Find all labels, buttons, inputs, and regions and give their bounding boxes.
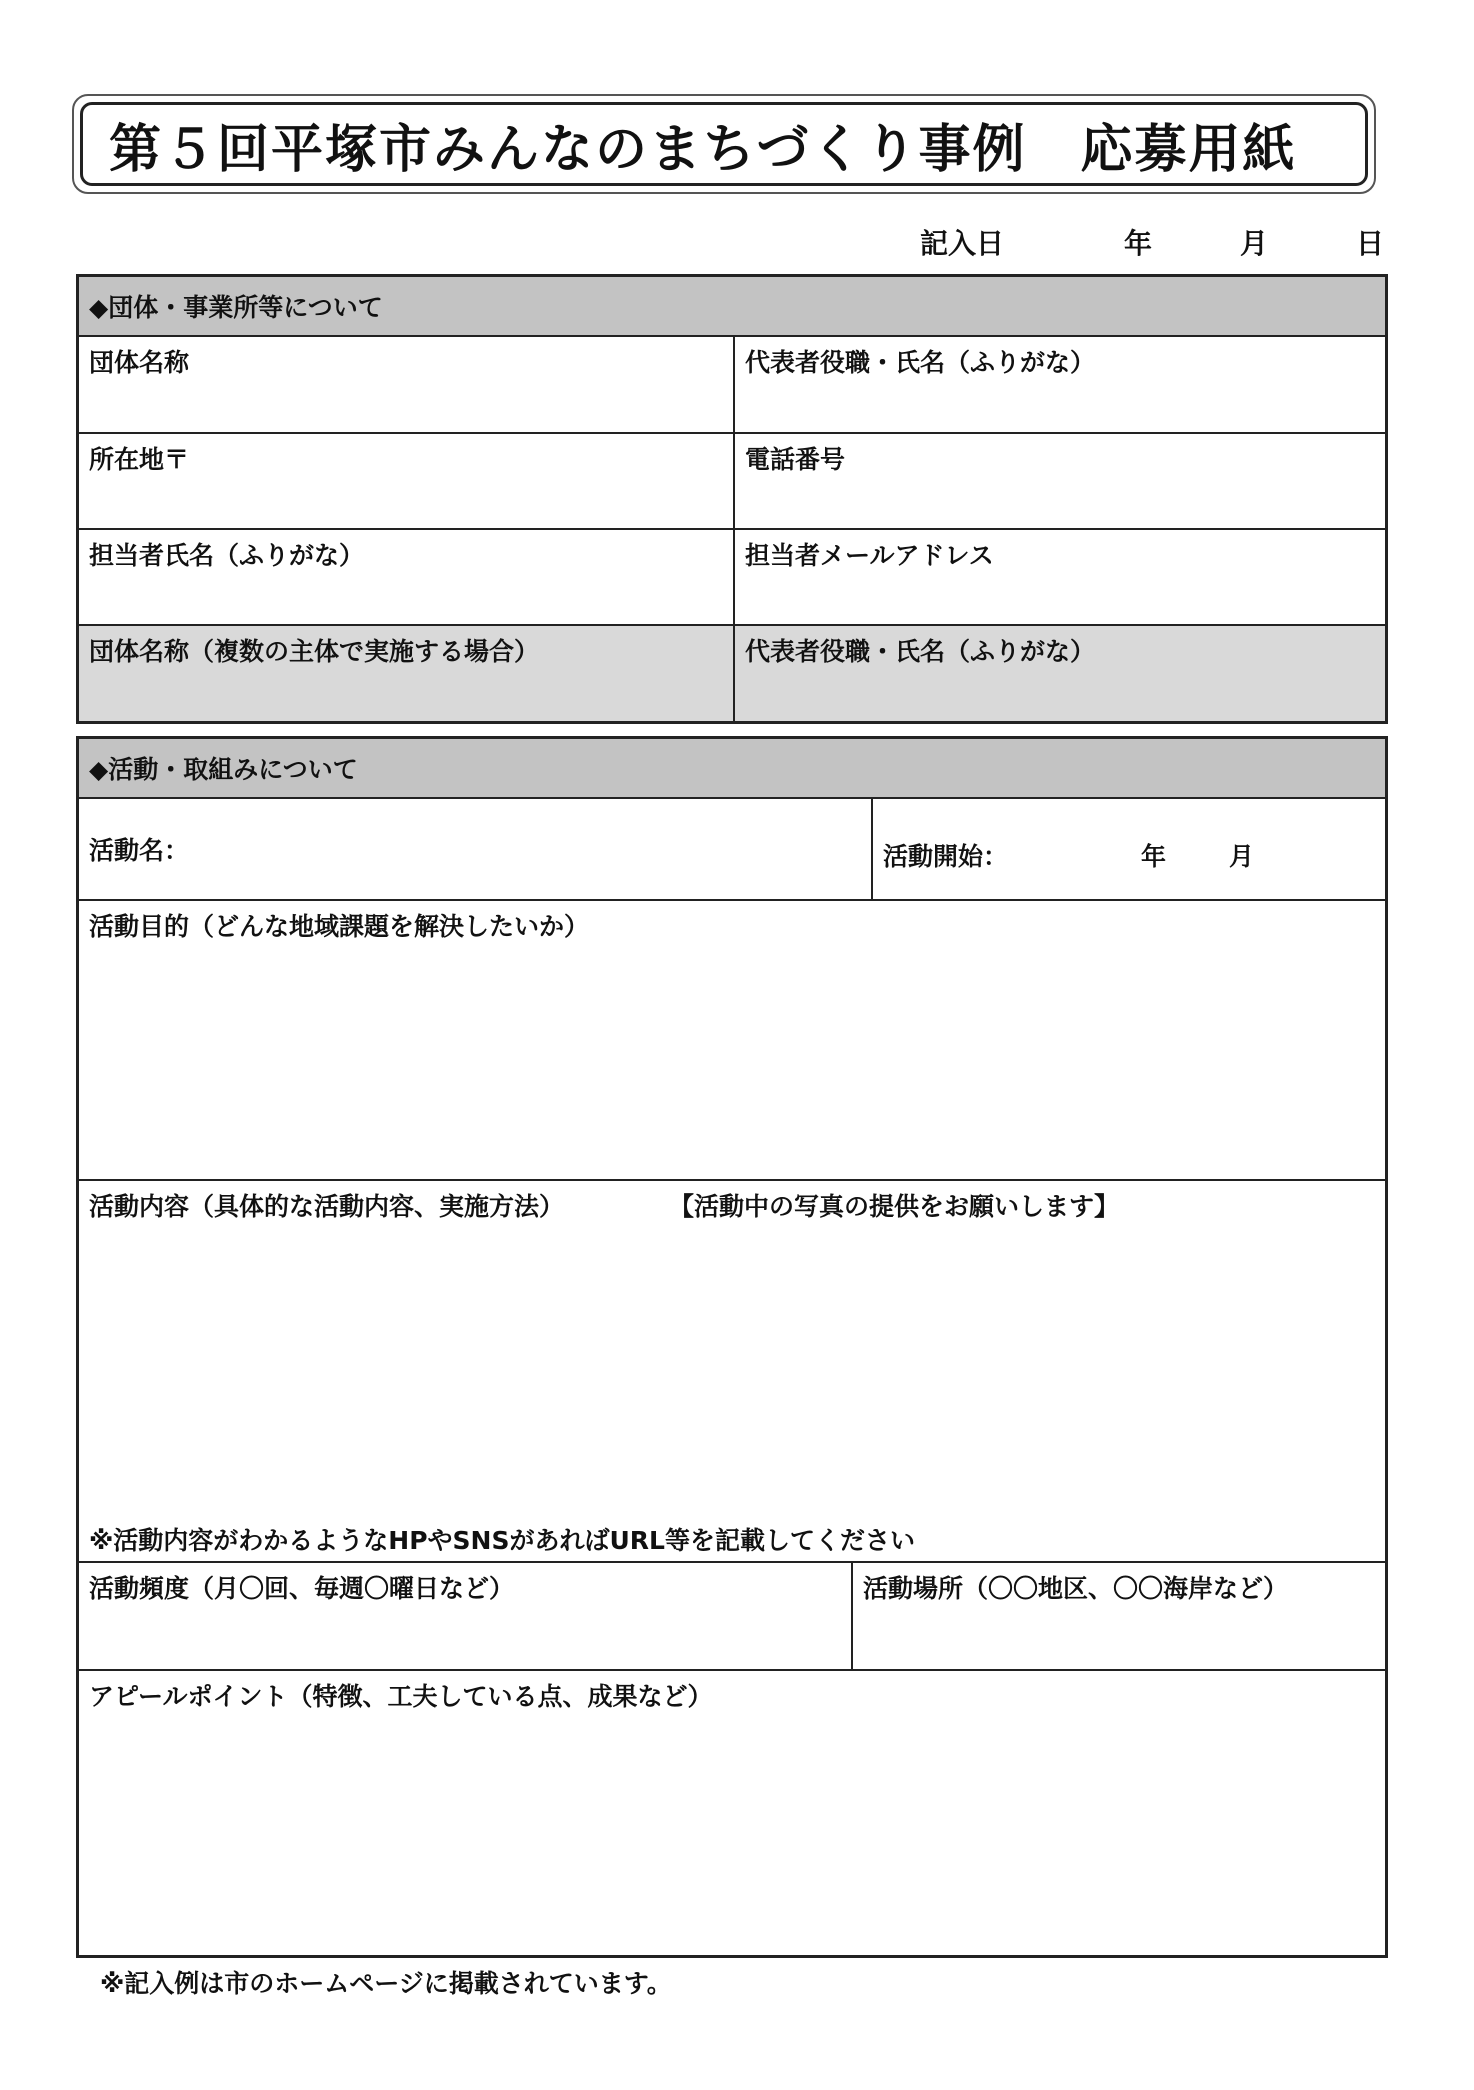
activity-start-month: 月	[1229, 842, 1255, 871]
org-name-field[interactable]	[79, 337, 733, 432]
joint-rep-name-field[interactable]	[735, 626, 1385, 721]
contact-name-label: 担当者氏名（ふりがな）	[89, 541, 365, 570]
phone-field[interactable]	[735, 434, 1385, 528]
activity-content-label: 活動内容（具体的な活動内容、実施方法）	[89, 1192, 565, 1221]
activity-name-label: 活動名：	[89, 836, 190, 865]
rep-name-field[interactable]	[735, 337, 1385, 432]
footer-note: ※記入例は市のホームページに掲載されています。	[100, 1969, 672, 1998]
activity-photo-request: 【活動中の写真の提供をお願いします】	[669, 1192, 1120, 1221]
phone-label: 電話番号	[745, 445, 846, 474]
activity-start-field[interactable]	[873, 799, 1385, 899]
activity-purpose-label: 活動目的（どんな地域課題を解決したいか）	[89, 912, 590, 941]
title-frame	[72, 94, 1376, 194]
appeal-point-label: アピールポイント（特徴、工夫している点、成果など）	[89, 1682, 713, 1711]
contact-name-field[interactable]	[79, 530, 733, 624]
address-label: 所在地〒	[89, 445, 190, 474]
joint-rep-name-label: 代表者役職・氏名（ふりがな）	[745, 637, 1096, 666]
activity-content-field[interactable]	[79, 1181, 1385, 1561]
org-section-header: ◆団体・事業所等について	[79, 277, 1385, 337]
activity-frequency-label: 活動頻度（月〇回、毎週〇曜日など）	[89, 1574, 515, 1603]
entry-date-year: 年	[1124, 227, 1153, 260]
entry-date-month: 月	[1240, 227, 1269, 260]
contact-email-field[interactable]	[735, 530, 1385, 624]
activity-section-header: ◆活動・取組みについて	[79, 739, 1385, 799]
appeal-point-field[interactable]	[79, 1671, 1385, 1955]
joint-org-name-label: 団体名称（複数の主体で実施する場合）	[89, 637, 540, 666]
activity-purpose-field[interactable]	[79, 901, 1385, 1179]
activity-location-field[interactable]	[853, 1563, 1385, 1669]
address-field[interactable]	[79, 434, 733, 528]
entry-date-line	[920, 222, 1385, 260]
org-name-label: 団体名称	[89, 348, 190, 377]
activity-name-field[interactable]	[79, 799, 871, 899]
activity-location-label: 活動場所（〇〇地区、〇〇海岸など）	[863, 1574, 1289, 1603]
page-title: 第５回平塚市みんなのまちづくり事例 応募用紙	[80, 102, 1368, 186]
activity-section	[76, 736, 1388, 1958]
rep-name-label: 代表者役職・氏名（ふりがな）	[745, 348, 1096, 377]
entry-date-day: 日	[1356, 227, 1385, 260]
activity-start-label: 活動開始：	[883, 842, 1009, 871]
activity-url-note: ※活動内容がわかるようなHPやSNSがあればURL等を記載してください	[89, 1526, 915, 1555]
activity-start-year: 年	[1141, 842, 1167, 871]
entry-date-label: 記入日	[920, 227, 1005, 260]
activity-frequency-field[interactable]	[79, 1563, 851, 1669]
joint-org-name-field[interactable]	[79, 626, 733, 721]
org-section	[76, 274, 1388, 724]
contact-email-label: 担当者メールアドレス	[745, 541, 994, 570]
